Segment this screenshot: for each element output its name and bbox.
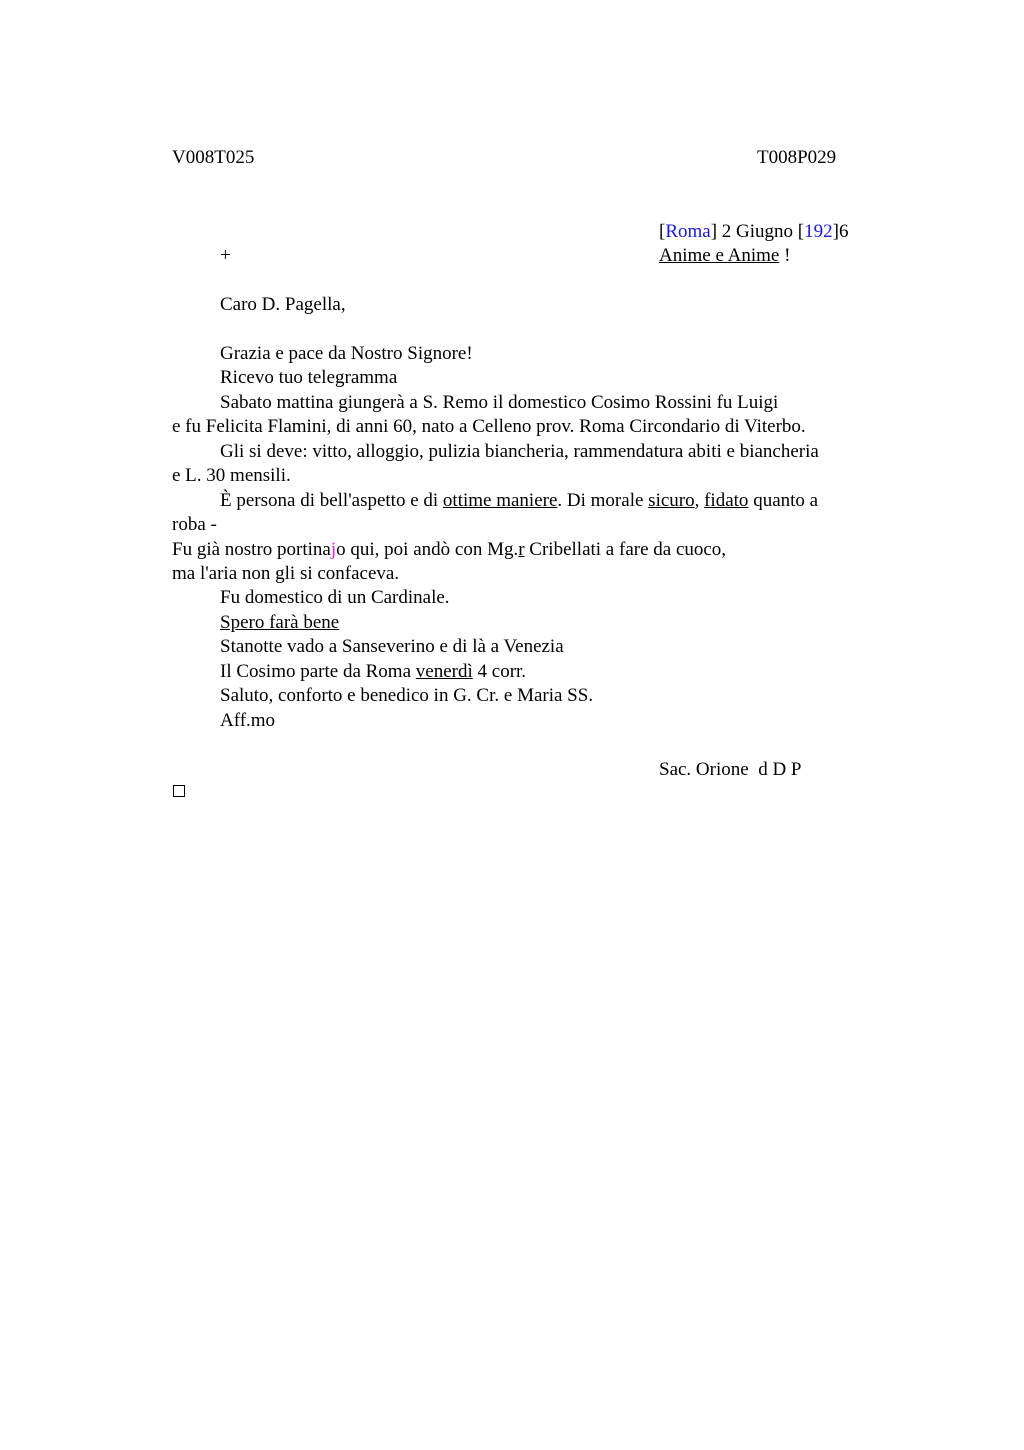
body-line-1: Grazia e pace da Nostro Signore! <box>220 343 473 364</box>
line9-part-a: Fu già nostro portina <box>172 539 331 560</box>
dateline-date: ] 2 Giugno [ <box>710 221 805 242</box>
body-line-2: Ricevo tuo telegramma <box>220 367 398 388</box>
line7-sicuro: sicuro <box>648 490 695 511</box>
body-line-12: Spero farà bene <box>220 612 340 633</box>
motto-text: Anime e Anime <box>659 245 780 266</box>
header-left-code: V008T025 <box>172 147 255 168</box>
line7-part-c: , <box>694 490 705 511</box>
motto-exclamation: ! <box>779 245 791 266</box>
line9-part-c: Cribellati a fare da cuoco, <box>524 539 727 560</box>
body-line-16: Aff.mo <box>220 710 276 731</box>
body-line-6: e L. 30 mensili. <box>172 465 291 486</box>
dateline <box>659 221 848 243</box>
cross-mark: + <box>220 245 231 266</box>
line9-editorial-j: j <box>330 539 337 560</box>
body-line-9 <box>172 539 726 561</box>
line14-part-a: Il Cosimo parte da Roma <box>220 661 416 682</box>
line9-superscript-r: r <box>518 539 525 560</box>
body-line-7 <box>220 490 818 512</box>
body-line-10: ma l'aria non gli si confaceva. <box>172 563 400 584</box>
line9-part-b: o qui, poi andò con Mg. <box>336 539 519 560</box>
dateline-open: [ <box>659 221 666 242</box>
end-checkbox-icon <box>173 785 185 797</box>
line7-ottime-maniere: ottime maniere <box>442 490 558 511</box>
dateline-place: Roma <box>665 221 711 242</box>
dateline-year-prefix: 192 <box>804 221 833 242</box>
line7-part-d: quanto a <box>748 490 819 511</box>
line7-part-a: È persona di bell'aspetto e di <box>220 490 443 511</box>
line7-part-b: . Di morale <box>557 490 649 511</box>
motto <box>659 245 790 267</box>
line7-fidato: fidato <box>704 490 749 511</box>
body-line-5: Gli si deve: vitto, alloggio, pulizia biancheria, rammendatura abiti e biancheria <box>220 441 819 462</box>
body-line-3: Sabato mattina giungerà a S. Remo il domestico Cosimo Rossini fu Luigi <box>220 392 779 413</box>
line14-venerdi: venerdì <box>415 661 473 682</box>
body-line-4: e fu Felicita Flamini, di anni 60, nato a Celleno prov. Roma Circondario di Viterbo. <box>172 416 806 437</box>
salutation: Caro D. Pagella, <box>220 294 346 315</box>
body-line-8: roba - <box>172 514 217 535</box>
body-line-13: Stanotte vado a Sanseverino e di là a Venezia <box>220 636 564 657</box>
line14-part-b: 4 corr. <box>472 661 527 682</box>
body-line-11: Fu domestico di un Cardinale. <box>220 587 450 608</box>
body-line-14 <box>220 661 526 683</box>
dateline-year-suffix: ]6 <box>832 221 849 242</box>
body-line-15: Saluto, conforto e benedico in G. Cr. e Maria SS. <box>220 685 594 706</box>
signature: Sac. Orione d D P <box>659 759 802 780</box>
header-right-code: T008P029 <box>757 147 837 168</box>
